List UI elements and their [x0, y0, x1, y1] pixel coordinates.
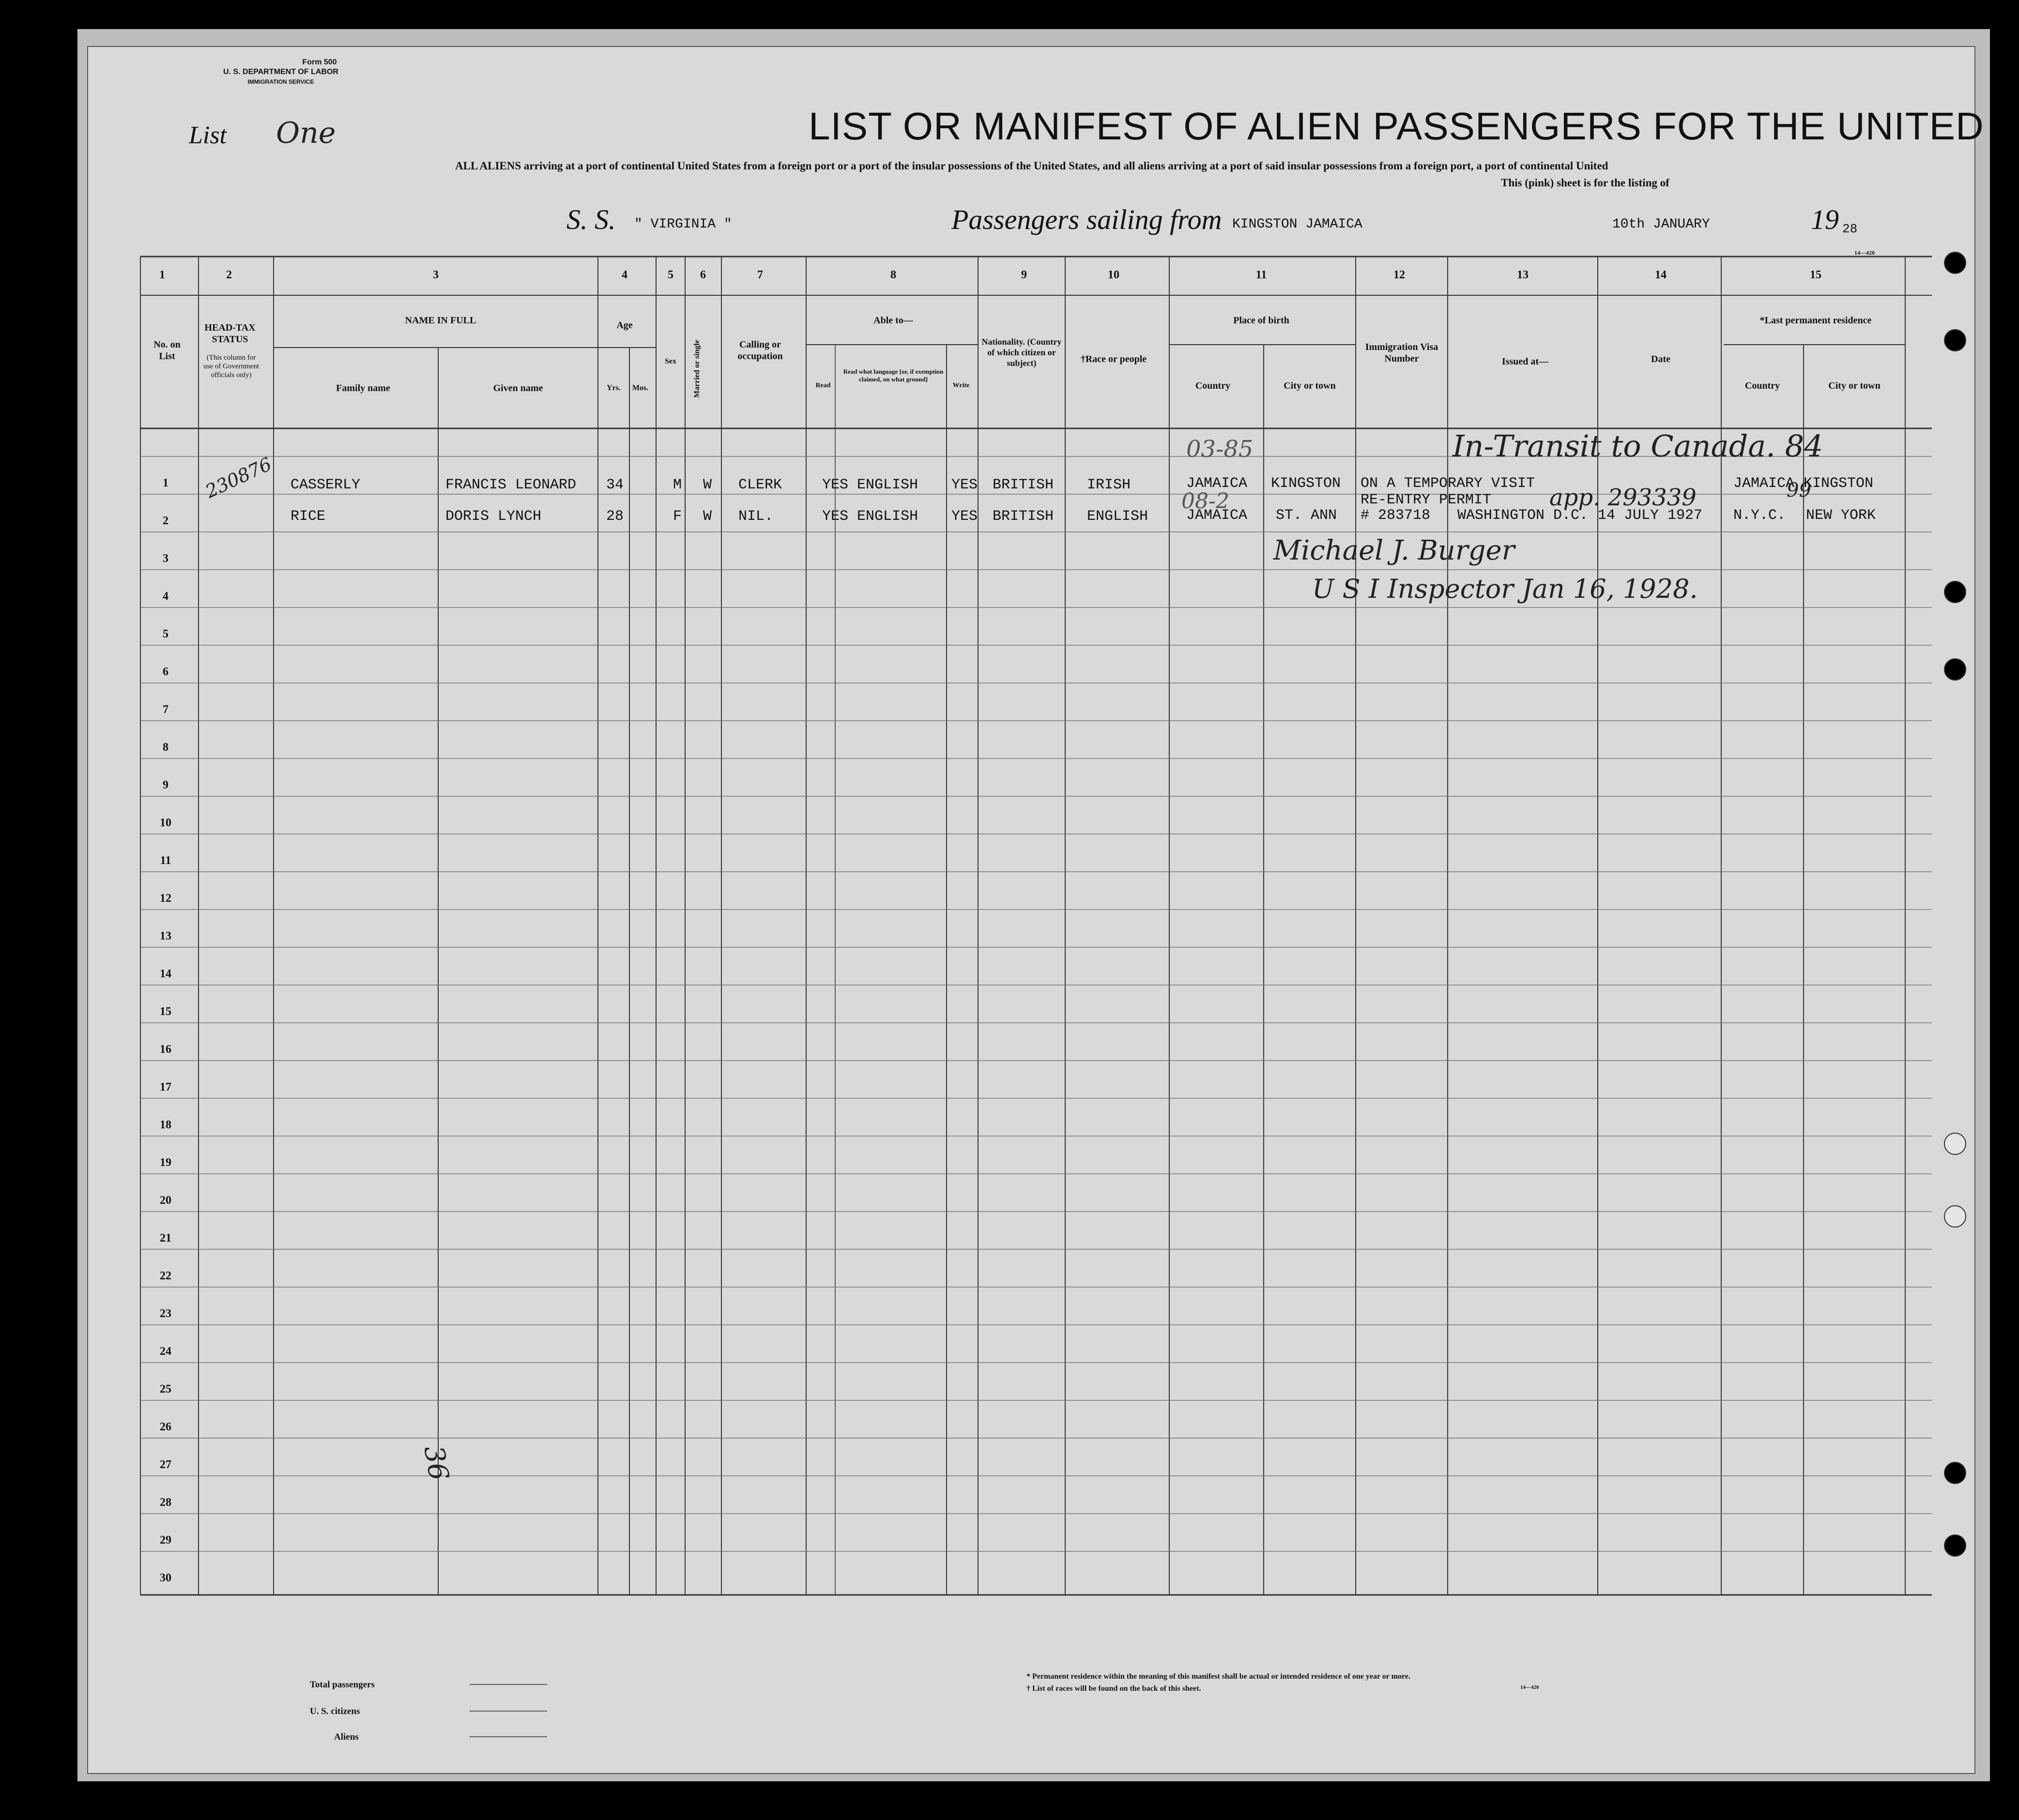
p2-write: YES [951, 508, 978, 525]
column-number: 8 [890, 269, 896, 281]
page-title: LIST OR MANIFEST OF ALIEN PASSENGERS FOR THE UNITED [809, 105, 1984, 148]
form-number: Form 500 [302, 58, 337, 66]
row-number: 15 [160, 1005, 171, 1018]
header-place-of-birth: Place of birth [1233, 315, 1289, 326]
column-number: 12 [1393, 269, 1405, 281]
row-number: 14 [160, 968, 171, 980]
header-head-tax-note: (This column for use of Government officials only) [203, 354, 259, 379]
p1-birth-city: KINGSTON [1271, 475, 1341, 492]
row-number: 4 [163, 590, 168, 603]
p1-nationality: BRITISH [993, 477, 1054, 493]
header-read-language: Read what language [or, if exemption claimed, on what ground] [843, 368, 944, 383]
row-number: 28 [160, 1496, 171, 1509]
form-code: 14—420 [1854, 249, 1875, 256]
inspector-signature: Michael J. Burger [1273, 535, 1515, 566]
row-number: 11 [160, 854, 171, 867]
sailing-label: Passengers sailing from [951, 204, 1222, 235]
p2-sex: F [673, 508, 682, 525]
column-number: 6 [700, 269, 706, 281]
header-given-name: Given name [493, 383, 543, 394]
row-number: 13 [160, 930, 171, 942]
p1-family-name: CASSERLY [291, 477, 361, 493]
row-number: 2 [163, 515, 168, 527]
row-number: 20 [160, 1194, 171, 1207]
handwritten-transit-note: In-Transit to Canada. 84 [1453, 428, 1823, 464]
service-name: IMMIGRATION SERVICE [247, 78, 314, 85]
row-number: 26 [160, 1421, 171, 1433]
row-number: 30 [160, 1572, 171, 1584]
port-name: KINGSTON JAMAICA [1232, 217, 1362, 232]
header-visa-number: Immigration Visa Number [1365, 342, 1438, 364]
row-number: 1 [163, 477, 168, 489]
row-number: 23 [160, 1307, 171, 1320]
handwritten-app-number: app. 293339 [1549, 484, 1697, 511]
header-able-to: Able to— [873, 315, 913, 326]
p2-read: YES ENGLISH [822, 508, 918, 525]
row-number: 29 [160, 1534, 171, 1547]
header-yrs: Yrs. [607, 384, 621, 392]
row-number: 7 [163, 703, 168, 716]
header-head-tax: HEAD-TAX STATUS [204, 322, 256, 345]
header-write: Write [952, 382, 970, 389]
column-number: 1 [159, 269, 165, 281]
row-number: 22 [160, 1270, 171, 1282]
header-age: Age [616, 320, 633, 331]
list-value: One [276, 116, 336, 150]
p2-birth-city: ST. ANN [1276, 507, 1337, 524]
binder-hole-icon [1944, 581, 1966, 603]
p2-res-country: N.Y.C. [1733, 507, 1786, 524]
header-issued-at: Issued at— [1501, 356, 1549, 367]
ship-label: S. S. [566, 204, 616, 235]
p1-age-yrs: 34 [606, 477, 624, 493]
p1-sex: M [673, 477, 682, 493]
header-res-city: City or town [1828, 380, 1881, 391]
department-name: U. S. DEPARTMENT OF LABOR [223, 68, 338, 76]
row-number: 17 [160, 1081, 171, 1093]
p2-visa-info: RE-ENTRY PERMIT [1361, 492, 1492, 508]
row-number: 3 [163, 552, 168, 565]
footer-note-1: * Permanent residence within the meaning of this manifest shall be actual or intended residence of one year or more. [1026, 1672, 1410, 1681]
column-number: 3 [433, 269, 439, 281]
column-number: 10 [1108, 269, 1119, 281]
binder-hole-icon [1944, 1133, 1966, 1155]
p1-res-country: JAMAICA [1733, 475, 1795, 492]
header-married: Married or single [693, 340, 701, 398]
header-nationality: Nationality. (Country of which citizen or subject) [981, 337, 1062, 368]
header-read: Read [815, 382, 831, 389]
header-name-in-full: NAME IN FULL [405, 315, 476, 326]
header-birth-city: City or town [1284, 380, 1336, 391]
p2-birth-country: JAMAICA [1186, 507, 1248, 524]
header-date: Date [1651, 354, 1670, 364]
p1-read: YES ENGLISH [822, 477, 918, 493]
p1-given-name: FRANCIS LEONARD [445, 477, 577, 493]
subtitle-line-2: This (pink) sheet is for the listing of [1501, 177, 1669, 189]
year-prefix: 19 [1811, 204, 1839, 235]
p1-visa-info: ON A TEMPORARY VISIT [1361, 475, 1535, 492]
binder-hole-icon [1944, 1534, 1966, 1557]
binder-hole-icon [1944, 1205, 1966, 1228]
row-number: 8 [163, 741, 168, 754]
p1-calling: CLERK [738, 477, 782, 493]
p1-race: IRISH [1087, 477, 1131, 493]
p2-issued-at: WASHINGTON D.C. [1457, 507, 1589, 524]
row-number: 9 [163, 779, 168, 791]
p2-res-city: NEW YORK [1806, 507, 1876, 524]
column-number: 5 [668, 269, 673, 281]
row-number: 18 [160, 1119, 171, 1131]
row-number: 19 [160, 1156, 171, 1169]
footer-code: 14—420 [1520, 1684, 1539, 1690]
p2-age-yrs: 28 [606, 508, 624, 525]
row-number: 25 [160, 1383, 171, 1395]
column-number: 14 [1655, 269, 1667, 281]
p1-married: W [703, 477, 712, 493]
inspector-stamp-note: U S I Inspector Jan 16, 1928. [1312, 574, 1698, 604]
footer-aliens: Aliens [334, 1732, 359, 1742]
footer-total-passengers: Total passengers [310, 1680, 375, 1690]
ship-name: " VIRGINIA " [634, 217, 732, 232]
handwritten-res-mark: 99 [1787, 479, 1811, 501]
header-sex: Sex [665, 357, 676, 365]
p2-date: 14 JULY 1927 [1598, 507, 1703, 524]
handwritten-head-tax: 230876 [202, 453, 275, 502]
binder-hole-icon [1944, 658, 1966, 681]
row-number: 6 [163, 666, 168, 678]
header-calling: Calling or occupation [737, 339, 783, 362]
year-suffix: 28 [1842, 222, 1858, 236]
list-label: List [189, 121, 227, 149]
column-number: 9 [1021, 269, 1027, 281]
header-mos: Mos. [632, 384, 649, 392]
header-birth-country: Country [1195, 380, 1231, 391]
row-number: 12 [160, 892, 171, 905]
binder-hole-icon [1944, 329, 1966, 351]
column-number: 15 [1810, 269, 1821, 281]
header-no-on-list: No. on List [153, 339, 181, 362]
p2-calling: NIL. [738, 508, 774, 525]
column-number: 7 [757, 269, 763, 281]
p2-nationality: BRITISH [993, 508, 1054, 525]
subtitle-line-1: ALL ALIENS arriving at a port of continental United States from a foreign port or a port of the insular possessions of the United States, and all aliens arriving at a port of said insular possessions from a foreign port, a port of continental United [455, 160, 1608, 172]
column-number: 4 [622, 269, 627, 281]
row-number: 24 [160, 1345, 171, 1358]
header-family-name: Family name [336, 383, 390, 394]
column-number: 11 [1255, 269, 1267, 281]
p1-res-city: KINGSTON [1804, 475, 1874, 492]
header-res-country: Country [1744, 380, 1780, 391]
handwritten-code-1: 03-85 [1186, 436, 1254, 463]
p2-married: W [703, 508, 712, 525]
p2-given-name: DORIS LYNCH [445, 508, 542, 525]
voyage-date: 10th JANUARY [1612, 217, 1710, 232]
column-number: 13 [1517, 269, 1529, 281]
handwritten-page-mark: 36 [417, 1443, 455, 1483]
p2-visa-number: # 283718 [1361, 507, 1431, 524]
p1-write: YES [951, 477, 978, 493]
footer-us-citizens: U. S. citizens [310, 1706, 360, 1716]
binder-hole-icon [1944, 1462, 1966, 1484]
header-last-residence: *Last permanent residence [1759, 315, 1872, 326]
p2-race: ENGLISH [1087, 508, 1148, 525]
row-number: 21 [160, 1232, 171, 1244]
column-number: 2 [226, 269, 232, 281]
row-number: 10 [160, 817, 171, 829]
row-number: 5 [163, 628, 168, 640]
binder-hole-icon [1944, 252, 1966, 274]
header-race: †Race or people [1080, 354, 1147, 364]
p2-family-name: RICE [291, 508, 326, 525]
row-number: 27 [160, 1458, 171, 1471]
p1-birth-country: JAMAICA [1186, 475, 1248, 492]
footer-note-2: † List of races will be found on the back of this sheet. [1026, 1684, 1201, 1693]
row-number: 16 [160, 1043, 171, 1056]
handwritten-code-2: 08-2 [1181, 489, 1229, 514]
